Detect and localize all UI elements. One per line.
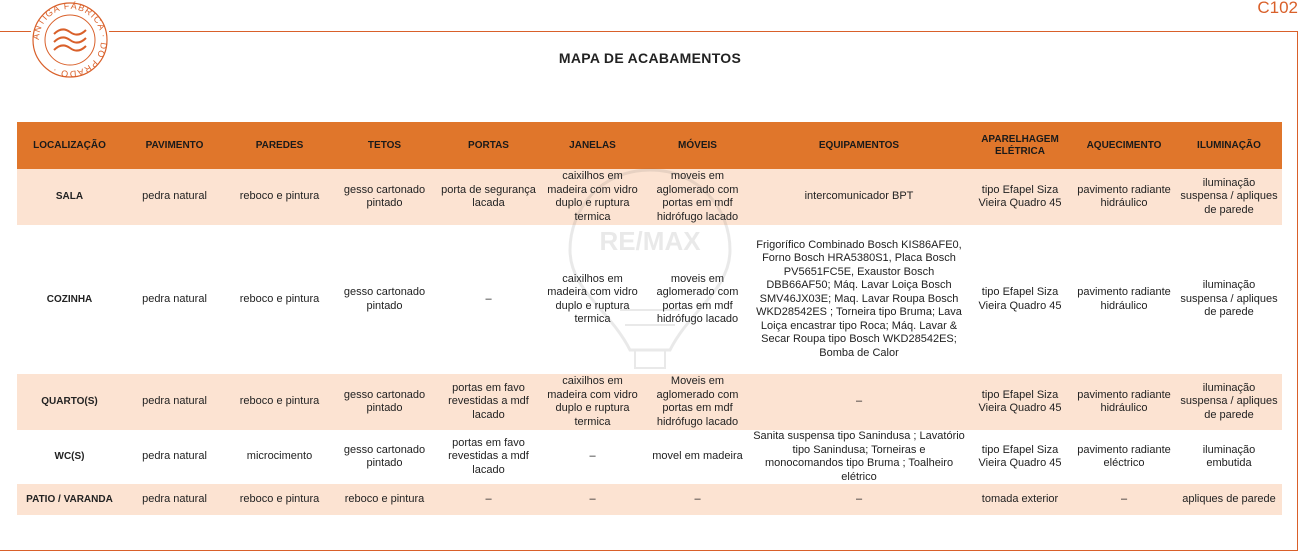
col-header: TETOS [332, 122, 437, 169]
table-row [17, 374, 1282, 430]
table-cell: porta de segurança lacada [437, 169, 540, 225]
col-header: AQUECIMENTO [1072, 122, 1176, 169]
col-header: ILUMINAÇÃO [1176, 122, 1282, 169]
table-cell: pavimento radiante eléctrico [1072, 430, 1176, 484]
watermark-text: RE/MAX [599, 226, 701, 256]
table-cell: portas em favo revestidas a mdf lacado [437, 374, 540, 430]
table-cell: – [750, 484, 968, 515]
table-cell: microcimento [227, 430, 332, 484]
table-cell: movel em madeira [645, 430, 750, 484]
brand-logo [30, 0, 110, 80]
table-cell: pavimento radiante hidráulico [1072, 169, 1176, 225]
table-cell: tipo Efapel Siza Vieira Quadro 45 [968, 430, 1072, 484]
table-cell: QUARTO(S) [17, 374, 122, 430]
table-cell: – [437, 225, 540, 374]
table-cell: – [437, 484, 540, 515]
table-cell: iluminação suspensa / apliques de parede [1176, 374, 1282, 430]
table-cell: – [540, 484, 645, 515]
table-cell: WC(S) [17, 430, 122, 484]
table-cell: reboco e pintura [227, 225, 332, 374]
page-code: C102 [1253, 0, 1298, 18]
col-header: APARELHAGEM ELÉTRICA [968, 122, 1072, 169]
col-header: PAVIMENTO [122, 122, 227, 169]
table-cell: gesso cartonado pintado [332, 430, 437, 484]
col-header: PAREDES [227, 122, 332, 169]
table-cell: tipo Efapel Siza Vieira Quadro 45 [968, 225, 1072, 374]
table-cell: pavimento radiante hidráulico [1072, 225, 1176, 374]
table-cell: intercomunicador BPT [750, 169, 968, 225]
page-title: MAPA DE ACABAMENTOS [558, 50, 742, 66]
table-cell: apliques de parede [1176, 484, 1282, 515]
table-cell: iluminação suspensa / apliques de parede [1176, 225, 1282, 374]
table-cell: Moveis em aglomerado com portas em mdf hidrófugo lacado [645, 374, 750, 430]
table-cell: tipo Efapel Siza Vieira Quadro 45 [968, 374, 1072, 430]
remax-watermark [560, 160, 740, 380]
table-cell: caixilhos em madeira com vidro duplo e ruptura termica [540, 225, 645, 374]
col-header: LOCALIZAÇÃO [17, 122, 122, 169]
table-cell: moveis em aglomerado com portas em mdf hidrófugo lacado [645, 225, 750, 374]
table-cell: moveis em aglomerado com portas em mdf hidrófugo lacado [645, 169, 750, 225]
table-cell: reboco e pintura [227, 374, 332, 430]
col-header: JANELAS [540, 122, 645, 169]
table-cell: pedra natural [122, 484, 227, 515]
table-cell: pedra natural [122, 225, 227, 374]
table-cell: PATIO / VARANDA [17, 484, 122, 515]
table-cell: iluminação suspensa / apliques de parede [1176, 169, 1282, 225]
table-cell: gesso cartonado pintado [332, 225, 437, 374]
table-cell: – [1072, 484, 1176, 515]
table-cell: SALA [17, 169, 122, 225]
table-cell: gesso cartonado pintado [332, 169, 437, 225]
table-cell: COZINHA [17, 225, 122, 374]
table-cell: pedra natural [122, 374, 227, 430]
table-cell: iluminação embutida [1176, 430, 1282, 484]
col-header: MÓVEIS [645, 122, 750, 169]
table-cell: reboco e pintura [227, 484, 332, 515]
table-cell: reboco e pintura [332, 484, 437, 515]
table-cell: reboco e pintura [227, 169, 332, 225]
table-cell: portas em favo revestidas a mdf lacado [437, 430, 540, 484]
table-cell: pedra natural [122, 430, 227, 484]
table-cell: gesso cartonado pintado [332, 374, 437, 430]
table-cell: caixilhos em madeira com vidro duplo e ruptura termica [540, 169, 645, 225]
table-row [17, 484, 1282, 515]
table-cell: pavimento radiante hidráulico [1072, 374, 1176, 430]
table-cell: pedra natural [122, 169, 227, 225]
table-cell: Sanita suspensa tipo Sanindusa ; Lavatório tipo Sanindusa; Torneiras e monocomandos tipo Bruma ; Toalheiro elétrico [750, 430, 968, 484]
table-cell: caixilhos em madeira com vidro duplo e ruptura termica [540, 374, 645, 430]
table-row [17, 430, 1282, 484]
table-cell: – [645, 484, 750, 515]
svg-text:ANTIGA FÁBRICA · DO PRADO ·: ANTIGA FÁBRICA · DO PRADO · [30, 0, 110, 80]
table-cell: Frigorífico Combinado Bosch KIS86AFE0, Forno Bosch HRA5380S1, Placa Bosch PV5651FC5E, Exaustor Bosch DBB66AF50; Máq. Lavar Loiça Bosch SMV46JX03E; Maq. Lavar Roupa Bosch WKD28542ES ; Torneira tipo Bruma; Lava Loiça encastrar tipo Roca; Máq. Lavar & Secar Roupa tipo Bosch WKD28542ES; Bomba de Calor [750, 225, 968, 374]
table-cell: tipo Efapel Siza Vieira Quadro 45 [968, 169, 1072, 225]
table-cell: tomada exterior [968, 484, 1072, 515]
col-header: EQUIPAMENTOS [750, 122, 968, 169]
table-cell: – [750, 374, 968, 430]
table-cell: – [540, 430, 645, 484]
col-header: PORTAS [437, 122, 540, 169]
